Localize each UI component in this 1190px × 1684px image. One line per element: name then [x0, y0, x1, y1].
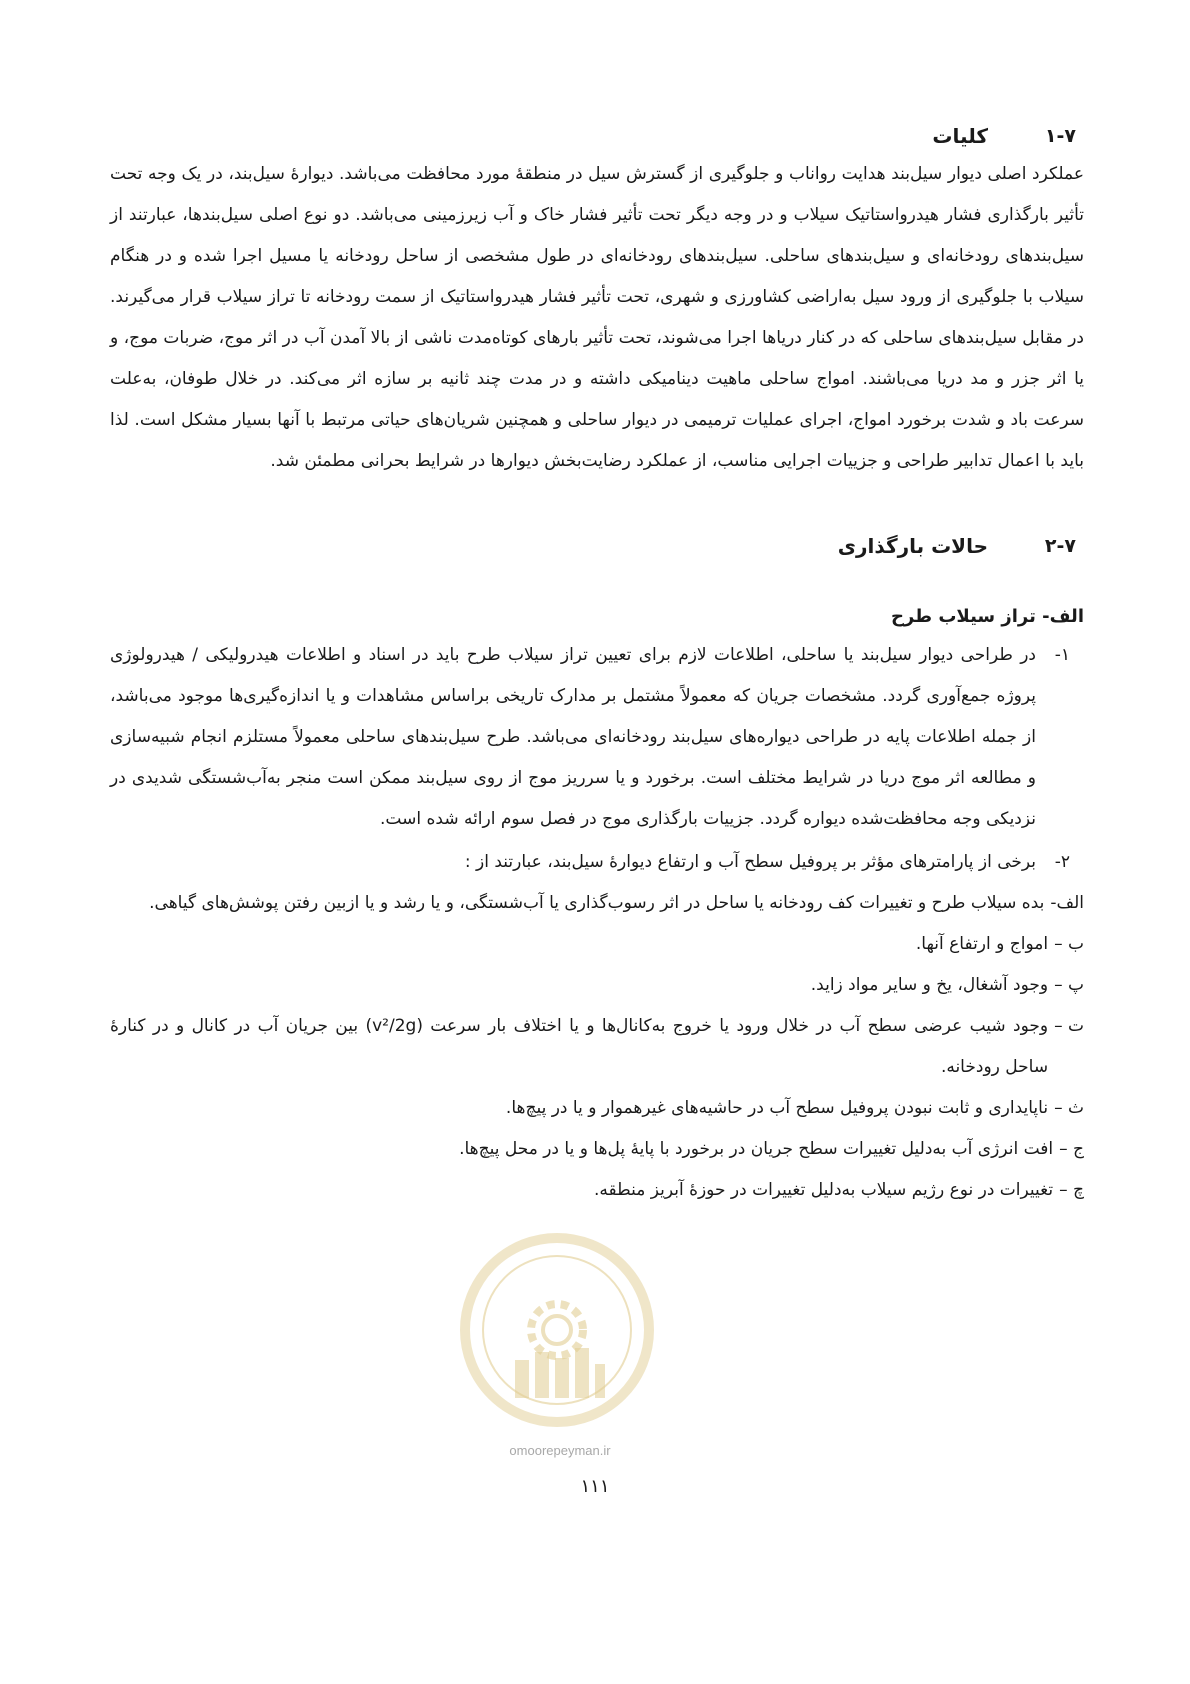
watermark-logo-icon [455, 1230, 660, 1430]
list-item [110, 924, 1084, 965]
item-text: وجود آشغال، یخ و سایر مواد زاید. [810, 975, 1049, 995]
item-marker: ث – [1054, 1098, 1084, 1118]
item-marker: چ – [1059, 1180, 1084, 1200]
numbered-point [110, 842, 1084, 883]
point-text: برخی از پارامترهای مؤثر بر پروفیل سطح آب و ارتفاع دیوارهٔ سیل‌بند، عبارتند از : [464, 852, 1036, 872]
item-marker: ج – [1059, 1139, 1084, 1159]
item-marker: ب – [1054, 934, 1084, 954]
item-marker: پ – [1054, 975, 1084, 995]
list-item [110, 965, 1084, 1006]
item-text: وجود شیب عرضی سطح آب در خلال ورود یا خروج به‌کانال‌ها و یا اختلاف بار سرعت (v²/2g) بین جریان آب در کانال و در کنارهٔ ساحل رودخانه. [110, 1016, 1049, 1077]
list-item [110, 1006, 1084, 1088]
item-text: امواج و ارتفاع آنها. [915, 934, 1049, 954]
watermark-site: omoorepeyman.ir [509, 1443, 611, 1458]
list-item [110, 1088, 1084, 1129]
item-text: بده سیلاب طرح و تغییرات کف رودخانه یا ساحل در اثر رسوب‌گذاری یا آب‌شستگی، و یا رشد و یا ازبین رفتن پوشش‌های گیاهی. [149, 893, 1045, 913]
list-item [110, 883, 1084, 924]
item-marker: ت – [1054, 1016, 1084, 1036]
section-number: ۱-۷ [1044, 125, 1076, 147]
section-heading-1 [110, 124, 1084, 148]
item-text: ناپایداری و ثابت نبودن پروفیل سطح آب در حاشیه‌های غیرهموار و یا در پیچ‌ها. [505, 1098, 1049, 1118]
building-icon [515, 1348, 605, 1398]
numbered-point [110, 635, 1084, 840]
document-page [110, 118, 1084, 1211]
section-title: حالات بارگذاری [837, 534, 988, 558]
point-marker: ۲- [1054, 852, 1070, 872]
item-marker: الف- [1050, 893, 1084, 913]
list-item [110, 1170, 1084, 1211]
point-text: در طراحی دیوار سیل‌بند یا ساحلی، اطلاعات لازم برای تعیین تراز سیلاب طرح باید در اسناد و اطلاعات هیدرولیکی / هیدرولوژی پروژه جمع‌آوری گردد. مشخصات جریان که معمولاً مشتمل بر مدارک تاریخی براساس مشاهدات و یا اندازه‌گیری‌ها موجود می‌باشد، از جمله اطلاعات پایه در طراحی دیواره‌های سیل‌بند رودخانه‌ای می‌باشد. طرح سیل‌بندهای ساحلی معمولاً مستلزم انجام شبیه‌سازی و مطالعه اثر موج دریا در شرایط مختلف است. برخورد و یا سرریز موج از روی سیل‌بند ممکن است منجر به‌آب‌شستگی شدیدی در نزدیکی وجه محافظت‌شده دیواره گردد. جزییات بارگذاری موج در فصل سوم ارائه شده است. [110, 645, 1036, 829]
subheading: الف- تراز سیلاب طرح [890, 606, 1084, 627]
section-heading-2 [110, 534, 1084, 558]
page-number: ۱۱۱ [580, 1476, 610, 1497]
list-item [110, 1129, 1084, 1170]
item-text: تغییرات در نوع رژیم سیلاب به‌دلیل تغییرات در حوزهٔ آبریز منطقه. [594, 1180, 1054, 1200]
item-text: افت انرژی آب به‌دلیل تغییرات سطح جریان در برخورد با پایهٔ پل‌ها و یا در محل پیچ‌ها. [459, 1139, 1054, 1159]
section-number: ۲-۷ [1044, 535, 1076, 557]
section-paragraph: عملکرد اصلی دیوار سیل‌بند هدایت رواناب و جلوگیری از گسترش سیل در منطقهٔ مورد محافظت می‌باشد. دیوارهٔ سیل‌بند، در یک وجه تحت تأثیر بارگذاری فشار هیدرواستاتیک سیلاب و در وجه دیگر تحت تأثیر فشار خاک و آب زیرزمینی می‌باشد. دو نوع اصلی سیل‌بندها، عبارتند از سیل‌بندهای رودخانه‌ای و سیل‌بندهای ساحلی. سیل‌بندهای رودخانه‌ای در طول مشخصی از ساحل رودخانه یا مسیل اجرا شده و در هنگام سیلاب با جلوگیری از ورود سیل به‌اراضی کشاورزی و شهری، تحت تأثیر فشار هیدرواستاتیک از سمت رودخانه تا تراز سیلاب قرار می‌گیرند. در مقابل سیل‌بندهای ساحلی که در کنار دریاها اجرا می‌شوند، تحت تأثیر بارهای کوتاه‌مدت ناشی از بالا آمدن آب در اثر موج، ضربات موج، و یا اثر جزر و مد دریا می‌باشند. امواج ساحلی ماهیت دینامیکی داشته و در مدت چند ثانیه بر سازه اثر می‌کند. در خلال طوفان، به‌علت سرعت باد و شدت برخورد امواج، اجرای عملیات ترمیمی در دیوار ساحلی و همچنین شریان‌های حیاتی مرتبط با آنها بسیار مشکل است. لذا باید با اعمال تدابیر طراحی و جزییات اجرایی مناسب، از عملکرد رضایت‌بخش دیوارها در شرایط بحرانی مطمئن شد. [110, 164, 1084, 471]
point-marker: ۱- [1054, 645, 1070, 665]
section-title: کلیات [932, 124, 988, 148]
